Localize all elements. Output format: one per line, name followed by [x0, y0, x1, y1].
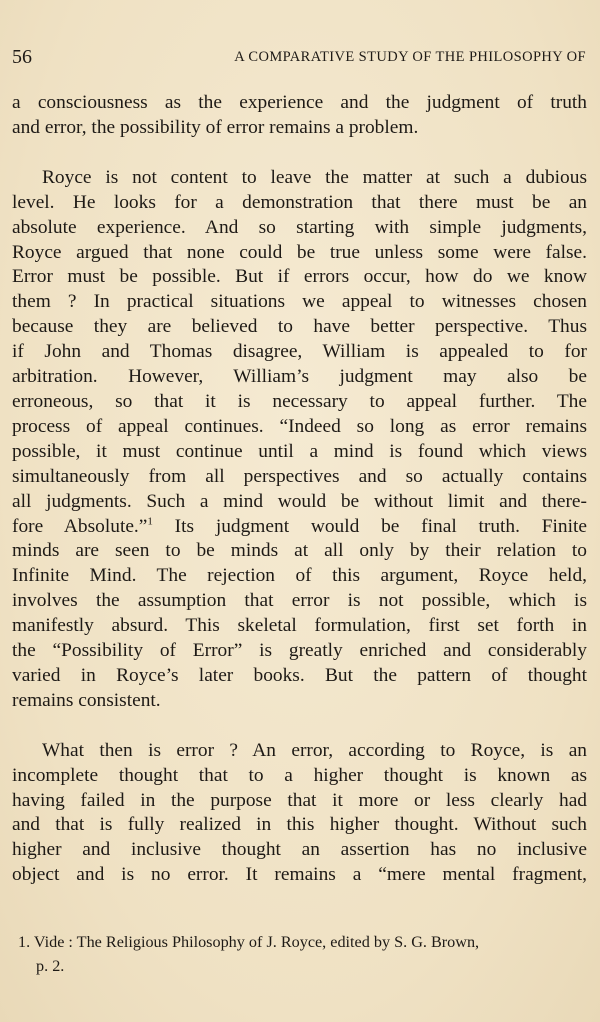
- page-number: 56: [12, 46, 32, 68]
- text-line: possible, it must continue until a mind is found which views: [12, 440, 587, 462]
- text-fragment: fore Absolute.”: [12, 515, 148, 537]
- text-line: incomplete thought that to a higher thought is known as: [12, 764, 587, 786]
- text-line: Royce argued that none could be true unless some were false.: [12, 241, 587, 263]
- text-line: object and is no error. It remains a “mere mental fragment,: [12, 864, 587, 886]
- text-line: involves the assumption that error is not possible, which is: [12, 590, 587, 612]
- text-line: if John and Thomas disagree, William is appealed to for: [12, 341, 587, 363]
- paragraph-gap: [12, 714, 587, 739]
- footnote: [18, 930, 586, 978]
- paragraph-3: [12, 739, 587, 888]
- text-line: varied in Royce’s later books. But the pattern of thought: [12, 664, 587, 686]
- text-line: remains consistent.: [12, 689, 161, 711]
- text-line: all judgments. Such a mind would be without limit and there-: [12, 490, 587, 512]
- running-head: A COMPARATIVE STUDY OF THE PHILOSOPHY OF: [234, 49, 586, 65]
- text-line: erroneous, so that it is necessary to appeal further. The: [12, 390, 587, 412]
- text-line: Error must be possible. But if errors occur, how do we know: [12, 266, 587, 288]
- text-line: manifestly absurd. This skeletal formulation, first set forth in: [12, 615, 587, 637]
- footnote-marker: 1: [147, 515, 153, 528]
- text-line: What then is error ? An error, according to Royce, is an: [42, 739, 587, 761]
- text-fragment: Its judgment would be final truth. Finite: [174, 515, 587, 537]
- paragraph-gap: [12, 141, 587, 166]
- text-line-with-footnote: [12, 515, 587, 540]
- text-line: arbitration. However, William’s judgment may also be: [12, 366, 587, 388]
- text-line: level. He looks for a demonstration that there must be an: [12, 191, 587, 213]
- text-line: process of appeal continues. “Indeed so long as error remains: [12, 415, 587, 437]
- paragraph-1: [12, 91, 587, 141]
- text-line: simultaneously from all perspectives and so actually contains: [12, 465, 587, 487]
- text-line: absolute experience. And so starting with simple judgments,: [12, 216, 587, 238]
- text-line: and error, the possibility of error remains a problem.: [12, 116, 419, 138]
- text-line: Infinite Mind. The rejection of this argument, Royce held,: [12, 565, 587, 587]
- text-line: Royce is not content to leave the matter at such a dubious: [42, 166, 587, 188]
- footnote-line: 1. Vide : The Religious Philosophy of J. Royce, edited by S. G. Brown,: [18, 933, 480, 951]
- paragraph-2: [12, 166, 587, 714]
- body-text: [12, 91, 587, 888]
- page-header: [12, 46, 586, 72]
- text-line: minds are seen to be minds at all only by their relation to: [12, 540, 587, 562]
- text-line: a consciousness as the experience and the judgment of truth: [12, 92, 587, 113]
- text-line: because they are believed to have better perspective. Thus: [12, 316, 587, 338]
- footnote-line: p. 2.: [36, 957, 65, 975]
- text-line: them ? In practical situations we appeal to witnesses chosen: [12, 291, 587, 313]
- text-line: the “Possibility of Error” is greatly enriched and considerably: [12, 640, 587, 662]
- text-line: having failed in the purpose that it more or less clearly had: [12, 789, 587, 811]
- text-line: and that is fully realized in this higher thought. Without such: [12, 814, 587, 836]
- text-line: higher and inclusive thought an assertion has no inclusive: [12, 839, 587, 861]
